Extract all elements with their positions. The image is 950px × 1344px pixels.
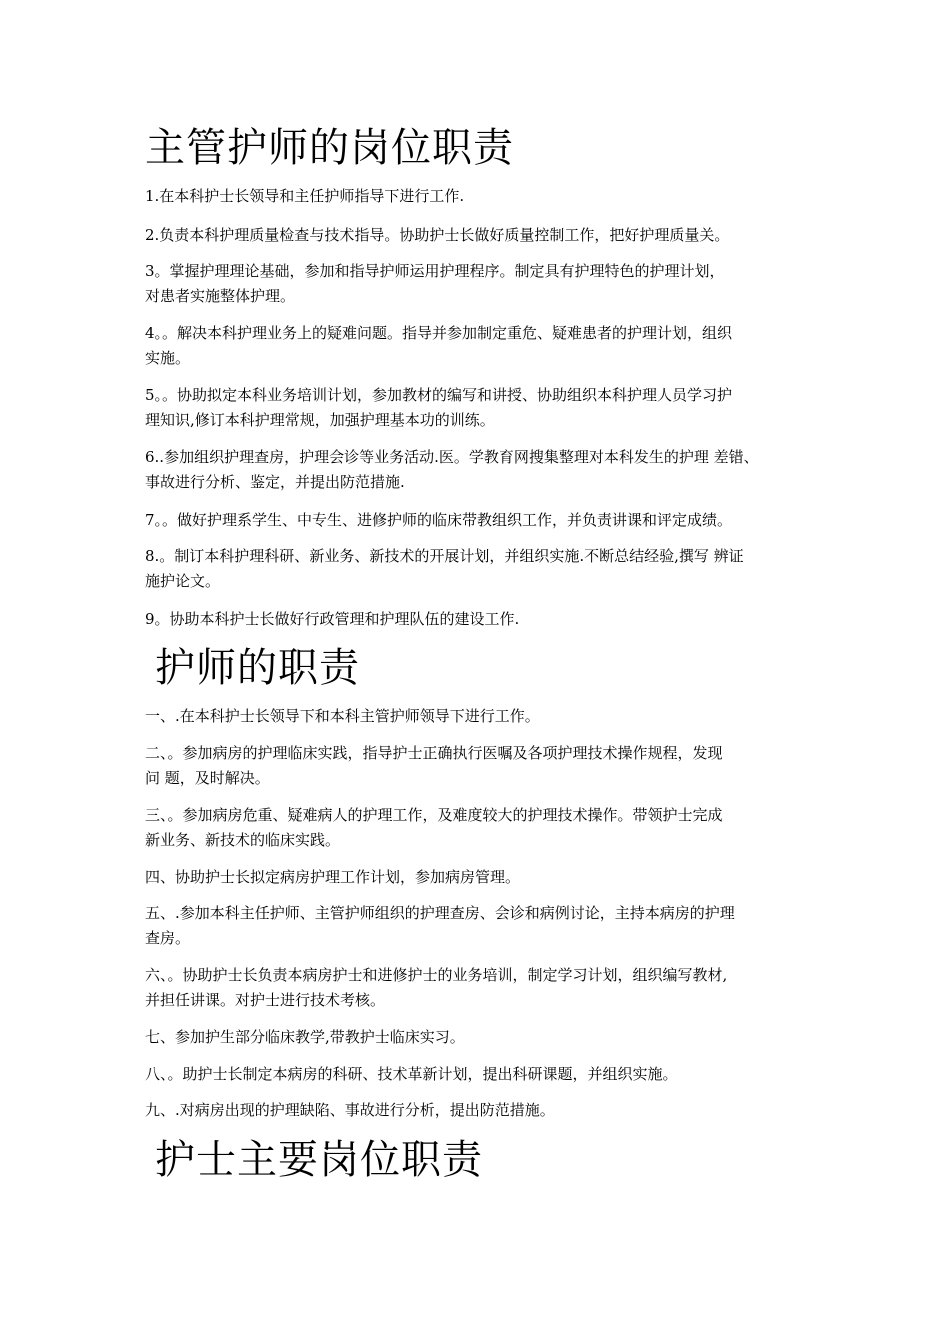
duty-item xyxy=(145,508,825,533)
duty-item xyxy=(145,607,825,632)
duty-line: 三、。参加病房危重、疑难病人的护理工作，及难度较大的护理技术操作。带领护士完成 xyxy=(145,806,723,824)
duty-item xyxy=(145,383,825,433)
duty-line: 理知识,修订本科护理常规，加强护理基本功的训练。 xyxy=(145,411,495,429)
duty-item xyxy=(145,901,825,951)
duty-line: 并担任讲课。对护士进行技术考核。 xyxy=(145,991,386,1009)
duty-line: 四、协助护士长拟定病房护理工作计划，参加病房管理。 xyxy=(145,868,521,886)
duty-line: 5。。协助拟定本科业务培训计划，参加教材的编写和讲授、协助组织本科护理人员学习护 xyxy=(145,386,733,404)
duty-line: 一、.在本科护士长领导下和本科主管护师领导下进行工作。 xyxy=(145,707,540,725)
duty-line: 新业务、新技术的临床实践。 xyxy=(145,831,341,849)
duty-item xyxy=(145,1025,825,1050)
duty-line: 7。。做好护理系学生、中专生、进修护师的临床带教组织工作，并负责讲课和评定成绩。 xyxy=(145,511,733,529)
duty-line: 施护论文。 xyxy=(145,572,221,590)
duty-line: 九、.对病房出现的护理缺陷、事故进行分析，提出防范措施。 xyxy=(145,1101,555,1119)
duty-item xyxy=(145,865,825,890)
duty-item xyxy=(145,321,825,371)
duty-item xyxy=(145,259,825,309)
duty-line: 2.负责本科护理质量检查与技术指导。协助护士长做好质量控制工作，把好护理质量关。 xyxy=(145,226,730,244)
duty-item xyxy=(145,963,825,1013)
duty-line: 4。。解决本科护理业务上的疑难问题。指导并参加制定重危、疑难患者的护理计划，组织 xyxy=(145,324,733,342)
duty-item xyxy=(145,741,825,791)
duty-line: 查房。 xyxy=(145,929,191,947)
duty-line: 1.在本科护士长领导和主任护师指导下进行工作. xyxy=(145,187,465,205)
duty-item xyxy=(145,1062,825,1087)
section-title-head-nurse-supervisor: 主管护师的岗位职责 xyxy=(145,125,514,171)
duty-item xyxy=(145,803,825,853)
section-title-nurse-main-duties: 护士主要岗位职责 xyxy=(155,1137,483,1183)
duty-line: 事故进行分析、鉴定，并提出防范措施. xyxy=(145,473,405,491)
duty-item xyxy=(145,184,825,209)
duty-line: 八、。助护士长制定本病房的科研、技术革新计划，提出科研课题，并组织实施。 xyxy=(145,1065,678,1083)
duty-line: 二、。参加病房的护理临床实践，指导护士正确执行医嘱及各项护理技术操作规程，发现 xyxy=(145,744,723,762)
duty-line: 8.。制订本科护理科研、新业务、新技术的开展计划，并组织实施.不断总结经验,撰写 辨证 xyxy=(145,547,744,565)
duty-line: 9。协助本科护士长做好行政管理和护理队伍的建设工作. xyxy=(145,610,520,628)
duty-line: 五、.参加本科主任护师、主管护师组织的护理查房、会诊和病例讨论，主持本病房的护理 xyxy=(145,904,735,922)
section-title-nurse-practitioner: 护师的职责 xyxy=(155,645,360,691)
duty-item xyxy=(145,223,825,248)
duty-line: 3。掌握护理理论基础，参加和指导护师运用护理程序。制定具有护理特色的护理计划， xyxy=(145,262,725,280)
duty-item xyxy=(145,544,825,594)
duty-line: 七、参加护生部分临床教学,带教护士临床实习。 xyxy=(145,1028,465,1046)
duty-item xyxy=(145,1098,825,1123)
duty-line: 6..参加组织护理查房，护理会诊等业务活动.医。学教育网搜集整理对本科发生的护理 差错、 xyxy=(145,448,759,466)
duty-line: 实施。 xyxy=(145,349,191,367)
duty-item xyxy=(145,704,825,729)
duty-line: 对患者实施整体护理。 xyxy=(145,287,296,305)
duty-line: 问 题，及时解决。 xyxy=(145,769,270,787)
duty-line: 六、。协助护士长负责本病房护士和进修护士的业务培训，制定学习计划，组织编写教材, xyxy=(145,966,728,984)
duty-item xyxy=(145,445,825,495)
